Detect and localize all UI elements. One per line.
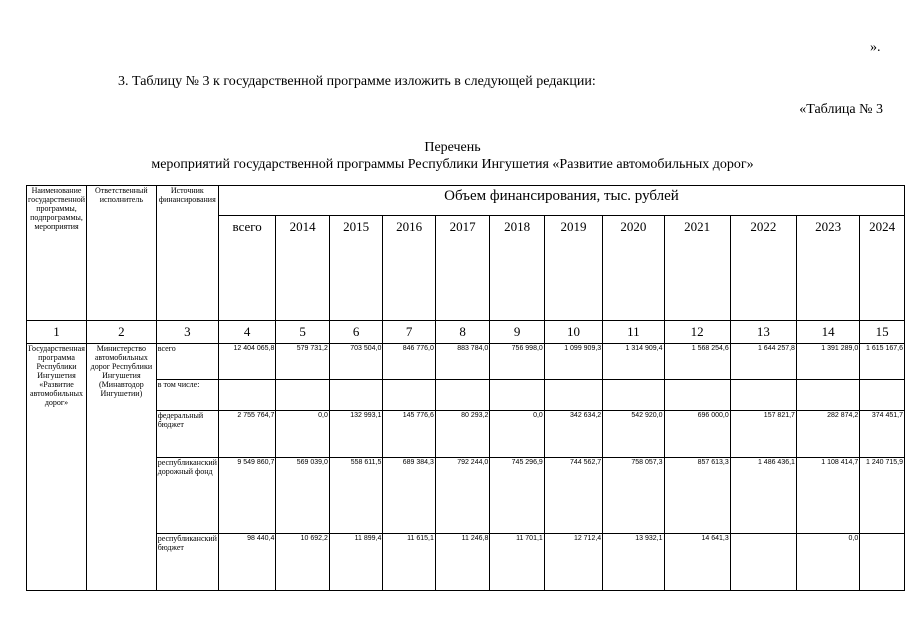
value-cell xyxy=(730,380,796,411)
header-executor: Ответственный исполнитель xyxy=(87,186,157,321)
header-source: Источник финансирования xyxy=(156,186,218,321)
value-cell: 0,0 xyxy=(490,411,544,458)
table-row xyxy=(27,411,905,458)
value-cell: 2 755 764,7 xyxy=(218,411,275,458)
value-cell xyxy=(435,380,489,411)
value-cell: 745 296,9 xyxy=(490,458,544,534)
financing-source: республиканский дорожный фонд xyxy=(156,458,218,534)
column-number: 2 xyxy=(87,321,157,344)
column-number: 12 xyxy=(664,321,730,344)
value-cell xyxy=(664,380,730,411)
column-number: 13 xyxy=(730,321,796,344)
value-cell: 1 486 436,1 xyxy=(730,458,796,534)
value-cell: 883 784,0 xyxy=(435,344,489,380)
value-cell: 744 562,7 xyxy=(544,458,602,534)
value-cell xyxy=(383,380,436,411)
value-cell: 342 634,2 xyxy=(544,411,602,458)
column-number: 1 xyxy=(27,321,87,344)
value-cell: 11 246,8 xyxy=(435,534,489,591)
column-number: 4 xyxy=(218,321,275,344)
column-number: 9 xyxy=(490,321,544,344)
value-cell: 1 644 257,8 xyxy=(730,344,796,380)
column-number: 6 xyxy=(329,321,382,344)
header-year: 2014 xyxy=(276,216,329,321)
value-cell: 374 451,7 xyxy=(860,411,905,458)
value-cell xyxy=(860,380,905,411)
value-cell: 569 039,0 xyxy=(276,458,329,534)
value-cell: 758 057,3 xyxy=(603,458,664,534)
value-cell: 11 899,4 xyxy=(329,534,382,591)
closing-quote: ». xyxy=(870,40,881,55)
header-year: 2024 xyxy=(860,216,905,321)
value-cell: 98 440,4 xyxy=(218,534,275,591)
financing-source: федеральный бюджет xyxy=(156,411,218,458)
value-cell: 157 821,7 xyxy=(730,411,796,458)
header-year: 2016 xyxy=(383,216,436,321)
value-cell: 1 240 715,9 xyxy=(860,458,905,534)
value-cell: 12 712,4 xyxy=(544,534,602,591)
value-cell: 696 000,0 xyxy=(664,411,730,458)
header-year: 2017 xyxy=(435,216,489,321)
value-cell: 689 384,3 xyxy=(383,458,436,534)
value-cell: 756 998,0 xyxy=(490,344,544,380)
header-year: 2015 xyxy=(329,216,382,321)
value-cell xyxy=(276,380,329,411)
table-subtitle: мероприятий государственной программы Республики Ингушетия «Развитие автомобильных дорог» xyxy=(151,157,754,172)
value-cell: 846 776,0 xyxy=(383,344,436,380)
value-cell: 857 613,3 xyxy=(664,458,730,534)
value-cell: 1 568 254,6 xyxy=(664,344,730,380)
financing-source: всего xyxy=(156,344,218,380)
header-year: 2023 xyxy=(796,216,859,321)
header-year: 2022 xyxy=(730,216,796,321)
program-name: Государственная программа Республики Ингушетия «Развитие автомобильных дорог» xyxy=(27,344,87,591)
value-cell: 13 932,1 xyxy=(603,534,664,591)
value-cell xyxy=(796,380,859,411)
value-cell: 132 993,1 xyxy=(329,411,382,458)
column-number: 7 xyxy=(383,321,436,344)
value-cell: 282 874,2 xyxy=(796,411,859,458)
table-row xyxy=(27,458,905,534)
value-cell: 0,0 xyxy=(796,534,859,591)
financing-source: в том числе: xyxy=(156,380,218,411)
executor: Министерство автомобильных дорог Республики Ингушетия (Минавтодор Ингушетии) xyxy=(87,344,157,591)
value-cell: 1 615 167,6 xyxy=(860,344,905,380)
value-cell: 9 549 860,7 xyxy=(218,458,275,534)
financing-source: республиканский бюджет xyxy=(156,534,218,591)
financing-table xyxy=(26,185,905,591)
value-cell: 1 099 909,3 xyxy=(544,344,602,380)
value-cell xyxy=(860,534,905,591)
amendment-paragraph: 3. Таблицу № 3 к государственной программе изложить в следующей редакции: xyxy=(118,74,596,89)
column-number: 5 xyxy=(276,321,329,344)
header-financing: Объем финансирования, тыс. рублей xyxy=(218,186,904,216)
value-cell: 542 920,0 xyxy=(603,411,664,458)
column-number: 15 xyxy=(860,321,905,344)
header-year: 2019 xyxy=(544,216,602,321)
table-row xyxy=(27,534,905,591)
value-cell xyxy=(329,380,382,411)
header-row-1 xyxy=(27,186,905,216)
header-total: всего xyxy=(218,216,275,321)
column-number: 10 xyxy=(544,321,602,344)
value-cell: 792 244,0 xyxy=(435,458,489,534)
numbering-row xyxy=(27,321,905,344)
value-cell xyxy=(730,534,796,591)
value-cell: 1 314 909,4 xyxy=(603,344,664,380)
value-cell: 1 391 289,0 xyxy=(796,344,859,380)
value-cell: 14 641,3 xyxy=(664,534,730,591)
value-cell: 145 776,6 xyxy=(383,411,436,458)
value-cell: 11 615,1 xyxy=(383,534,436,591)
value-cell: 703 504,0 xyxy=(329,344,382,380)
table-row xyxy=(27,380,905,411)
header-year: 2021 xyxy=(664,216,730,321)
column-number: 11 xyxy=(603,321,664,344)
value-cell: 0,0 xyxy=(276,411,329,458)
value-cell: 12 404 065,8 xyxy=(218,344,275,380)
value-cell xyxy=(603,380,664,411)
value-cell: 11 701,1 xyxy=(490,534,544,591)
header-year: 2020 xyxy=(603,216,664,321)
value-cell: 579 731,2 xyxy=(276,344,329,380)
table-title: Перечень xyxy=(424,140,481,155)
value-cell: 10 692,2 xyxy=(276,534,329,591)
value-cell xyxy=(544,380,602,411)
column-number: 8 xyxy=(435,321,489,344)
table-row xyxy=(27,344,905,380)
header-name: Наименование государственной программы, подпрограммы, мероприятия xyxy=(27,186,87,321)
header-year: 2018 xyxy=(490,216,544,321)
value-cell: 80 293,2 xyxy=(435,411,489,458)
value-cell xyxy=(490,380,544,411)
value-cell: 1 108 414,7 xyxy=(796,458,859,534)
value-cell xyxy=(218,380,275,411)
column-number: 14 xyxy=(796,321,859,344)
column-number: 3 xyxy=(156,321,218,344)
table-number-label: «Таблица № 3 xyxy=(799,102,883,117)
value-cell: 558 611,5 xyxy=(329,458,382,534)
